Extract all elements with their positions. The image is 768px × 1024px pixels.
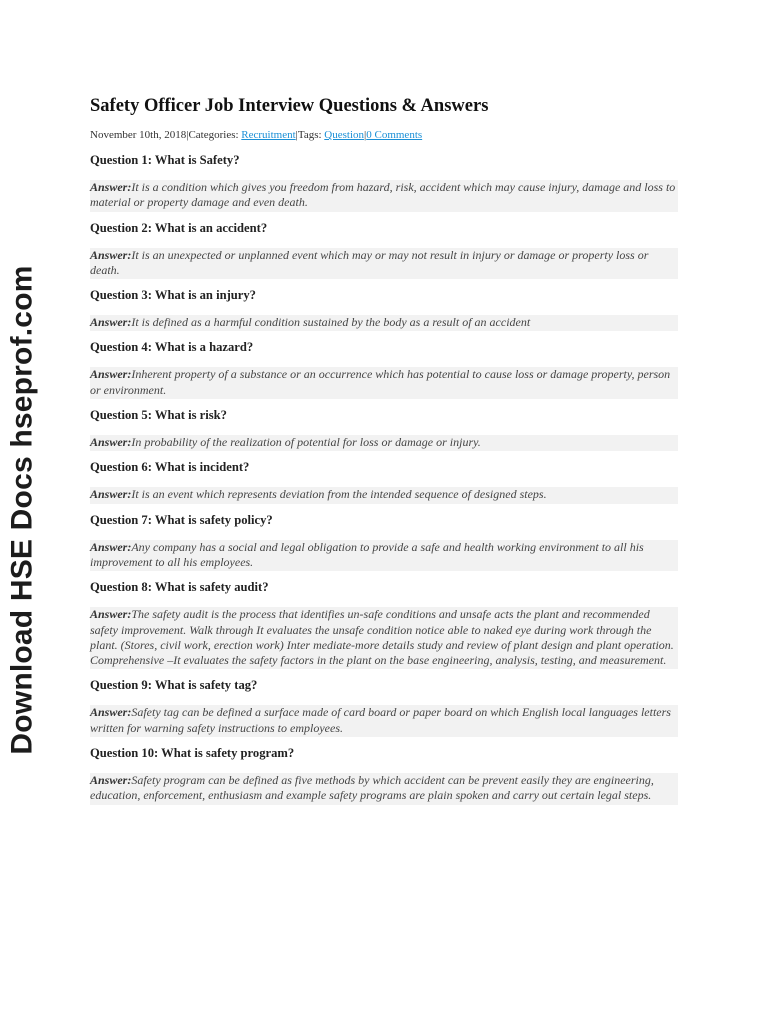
answer-text: It is defined as a harmful condition sustained by the body as a result of an accident: [131, 315, 531, 330]
question: Question 4: What is a hazard?: [90, 340, 254, 355]
answer: [90, 487, 678, 503]
qa-item: [90, 677, 678, 737]
answer: [90, 180, 678, 212]
answer: [90, 773, 678, 805]
answer-label: Answer:: [90, 367, 132, 382]
answer-label: Answer:: [90, 315, 132, 330]
answer-label: Answer:: [90, 773, 132, 788]
answer-label: Answer:: [90, 607, 132, 622]
meta-separator: |: [186, 129, 189, 141]
qa-item: [90, 745, 678, 805]
post-meta: [90, 128, 678, 142]
answer-text: In probability of the realization of potential for loss or damage or injury.: [131, 435, 481, 450]
answer-text: Any company has a social and legal obligation to provide a safe and health working environment to all his improvement to all his employees.: [90, 539, 644, 569]
qa-item: [90, 339, 678, 399]
article: [90, 94, 678, 813]
answer: [90, 607, 678, 669]
post-date: November 10th, 2018: [90, 129, 187, 141]
answer-label: Answer:: [90, 435, 132, 450]
comments-link[interactable]: 0 Comments: [366, 129, 423, 141]
answer-text: It is an unexpected or unplanned event which may or may not result in injury or damage or property loss or death.: [90, 247, 649, 277]
question: Question 5: What is risk?: [90, 408, 227, 423]
question: Question 3: What is an injury?: [90, 288, 256, 303]
question: Question 1: What is Safety?: [90, 153, 240, 167]
answer: [90, 367, 678, 399]
category-link[interactable]: Recruitment: [241, 129, 296, 141]
answer: [90, 540, 678, 572]
answer: [90, 435, 678, 451]
answer-text: Safety program can be defined as five methods by which accident can be prevent easily they are engineering, education, enforcement, enthusiasm and example safety programs are plain spoken and carry out certain legal steps.: [90, 773, 654, 803]
tags-label: Tags:: [297, 129, 325, 141]
answer-label: Answer:: [90, 487, 132, 502]
answer-label: Answer:: [90, 180, 132, 194]
qa-item: [90, 512, 678, 572]
answer-text: It is an event which represents deviation from the intended sequence of designed steps.: [131, 487, 547, 502]
answer-label: Answer:: [90, 705, 132, 720]
watermark-text: Download HSE Docs hseprof.com: [6, 265, 40, 755]
answer: [90, 705, 678, 737]
watermark: [6, 250, 40, 770]
tag-link[interactable]: Question: [324, 129, 365, 141]
page-title: Safety Officer Job Interview Questions & Answers: [90, 96, 489, 116]
qa-item: [90, 287, 678, 331]
answer: [90, 315, 678, 331]
qa-item: [90, 459, 678, 503]
meta-separator: |: [364, 129, 367, 141]
question: Question 9: What is safety tag?: [90, 678, 258, 693]
answer-label: Answer:: [90, 247, 132, 262]
answer-text: Safety tag can be defined a surface made of card board or paper board on which English local languages letters written for warning safety instructions to employees.: [90, 705, 671, 735]
meta-separator: |: [295, 129, 298, 141]
qa-item: [90, 579, 678, 669]
categories-label: Categories:: [188, 129, 242, 141]
answer-label: Answer:: [90, 539, 132, 554]
qa-item: [90, 220, 678, 280]
answer: [90, 248, 678, 280]
question: Question 2: What is an accident?: [90, 220, 268, 235]
qa-list: [90, 152, 678, 805]
question: Question 7: What is safety policy?: [90, 512, 273, 527]
question: Question 6: What is incident?: [90, 460, 250, 475]
qa-item: [90, 152, 678, 212]
qa-item: [90, 407, 678, 451]
question: Question 10: What is safety program?: [90, 746, 295, 761]
question: Question 8: What is safety audit?: [90, 580, 269, 595]
answer-text: It is a condition which gives you freedom from hazard, risk, accident which may cause injury, damage and loss to material or property damage and even death.: [90, 180, 676, 210]
answer-text: The safety audit is the process that identifies un-safe conditions and unsafe acts the plant and recommended safety improvement. Walk through It evaluates the unsafe condition notice able to naked eye during work through the plant. (Stores, civil work, erection work) Inter mediate-more details study and review of plant design and plant operation. Comprehensive –It evaluates the safety factors in the plant on the base engineering, analysis, testing, and measurement.: [90, 607, 674, 668]
answer-text: Inherent property of a substance or an occurrence which has potential to cause loss or damage property, person or environment.: [90, 367, 671, 397]
